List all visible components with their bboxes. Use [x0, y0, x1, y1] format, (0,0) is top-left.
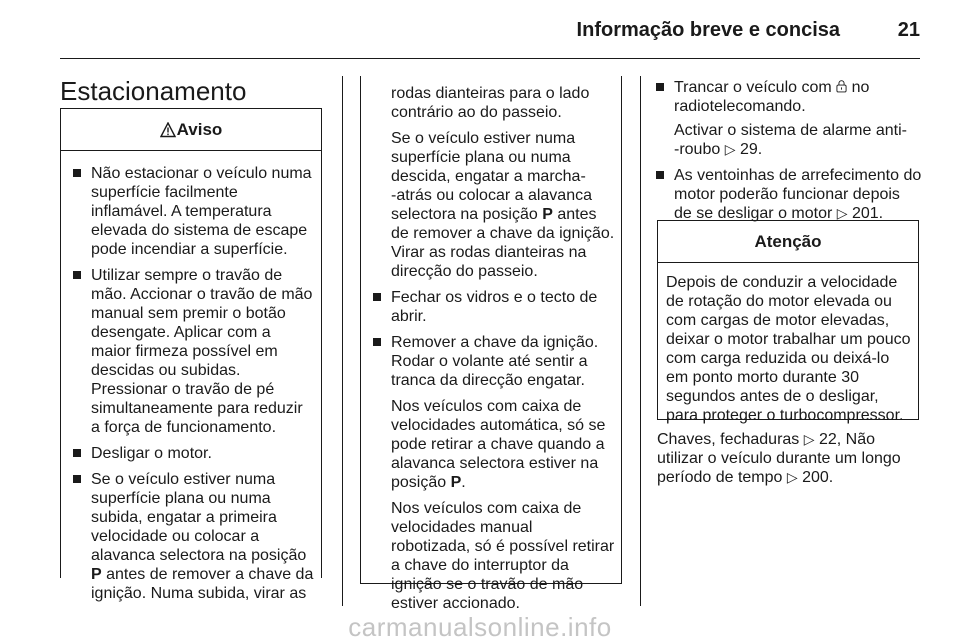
bullet-square-icon — [373, 293, 381, 301]
header-divider — [60, 58, 920, 59]
notice-box-text: Depois de conduzir a velocidade de rotação do motor elevada ou com cargas de motor elevadas, deixar o motor trabalhar um pouco com carga reduzida ou deixá-lo em ponto morto durante 30 segundos antes de o desligar, para proteger o turbocompressor. — [666, 274, 911, 424]
warning-box — [60, 108, 322, 602]
notice-box-header: Atenção — [658, 221, 918, 263]
paragraph: Nos veículos com caixa de velocidades automática, só se pode retirar a chave quando a alavanca selectora estiver na posição P. — [391, 398, 606, 491]
page-header-title: Informação breve e concisa — [576, 19, 840, 41]
reference-arrow-icon: ▷ — [724, 141, 736, 157]
bullet-square-icon — [656, 171, 664, 179]
reference-arrow-icon: ▷ — [836, 205, 848, 221]
list-item: Não estacionar o veículo numa superfície facilmente inflamável. A temperatura elevada do sistema de escape pode incendiar a superfície. — [69, 164, 315, 259]
lock-icon — [836, 79, 847, 93]
list-item: Fechar os vidros e o tecto de abrir. — [369, 288, 615, 326]
bullet-square-icon — [373, 338, 381, 346]
paragraph: Se o veículo estiver numa superfície plana ou numa descida, engatar a marcha-‑atrás ou colocar a alavanca selectora na posição P antes de remover a chave da ignição. Virar as rodas dianteiras na direcção do passeio. — [391, 130, 615, 280]
warning-triangle-icon — [160, 122, 176, 138]
watermark: carmanualsonline.info — [348, 612, 612, 642]
warning-box-title: Aviso — [176, 119, 223, 139]
column-divider — [342, 76, 343, 606]
page-number: 21 — [897, 19, 920, 41]
paragraph: Activar o sistema de alarme anti-‑roubo ▷ 29. — [674, 122, 907, 158]
continued-text: rodas dianteiras para o lado contrário ao do passeio. — [391, 85, 590, 121]
paragraph: Nos veículos com caixa de velocidades manual robotizada, só é possível retirar a chave do interruptor da ignição se o travão de mão estiver accionado. — [391, 500, 615, 612]
bullet-square-icon — [656, 83, 664, 91]
list-item: Desligar o motor. — [69, 444, 315, 463]
list-item: Trancar o veículo com no radiotelecomando. — [652, 78, 922, 116]
column-divider — [640, 76, 641, 606]
cross-reference-paragraph: Chaves, fechaduras ▷ 22, Não utilizar o veículo durante um longo período de tempo ▷ 200. — [657, 431, 901, 486]
bullet-square-icon — [73, 449, 81, 457]
list-item: Remover a chave da ignição. Rodar o volante até sentir a tranca da direcção engatar. — [369, 333, 615, 390]
reference-arrow-icon: ▷ — [786, 469, 798, 485]
section-title: Estacionamento — [60, 76, 247, 106]
notice-box — [657, 220, 919, 424]
list-item: Utilizar sempre o travão de mão. Accionar o travão de mão manual sem premir o botão desengate. Aplicar com a maior firmeza possível em descidas ou subidas. Pressionar o travão de pé simultaneamente para reduzir a força de funcionamento. — [69, 266, 315, 437]
bullet-square-icon — [73, 475, 81, 483]
reference-arrow-icon: ▷ — [803, 431, 815, 447]
list-item: Se o veículo estiver numa superfície plana ou numa subida, engatar a primeira velocidade ou colocar a alavanca selectora na posição P antes de remover a chave da ignição. Numa subida, virar as — [69, 470, 315, 603]
column-3 — [652, 78, 922, 230]
warning-box-header — [61, 109, 321, 151]
bullet-square-icon — [73, 271, 81, 279]
list-item: As ventoinhas de arrefecimento do motor poderão funcionar depois de se desligar o motor ▷ 201. — [652, 166, 922, 223]
bullet-square-icon — [73, 169, 81, 177]
warning-box-continued — [360, 76, 622, 612]
